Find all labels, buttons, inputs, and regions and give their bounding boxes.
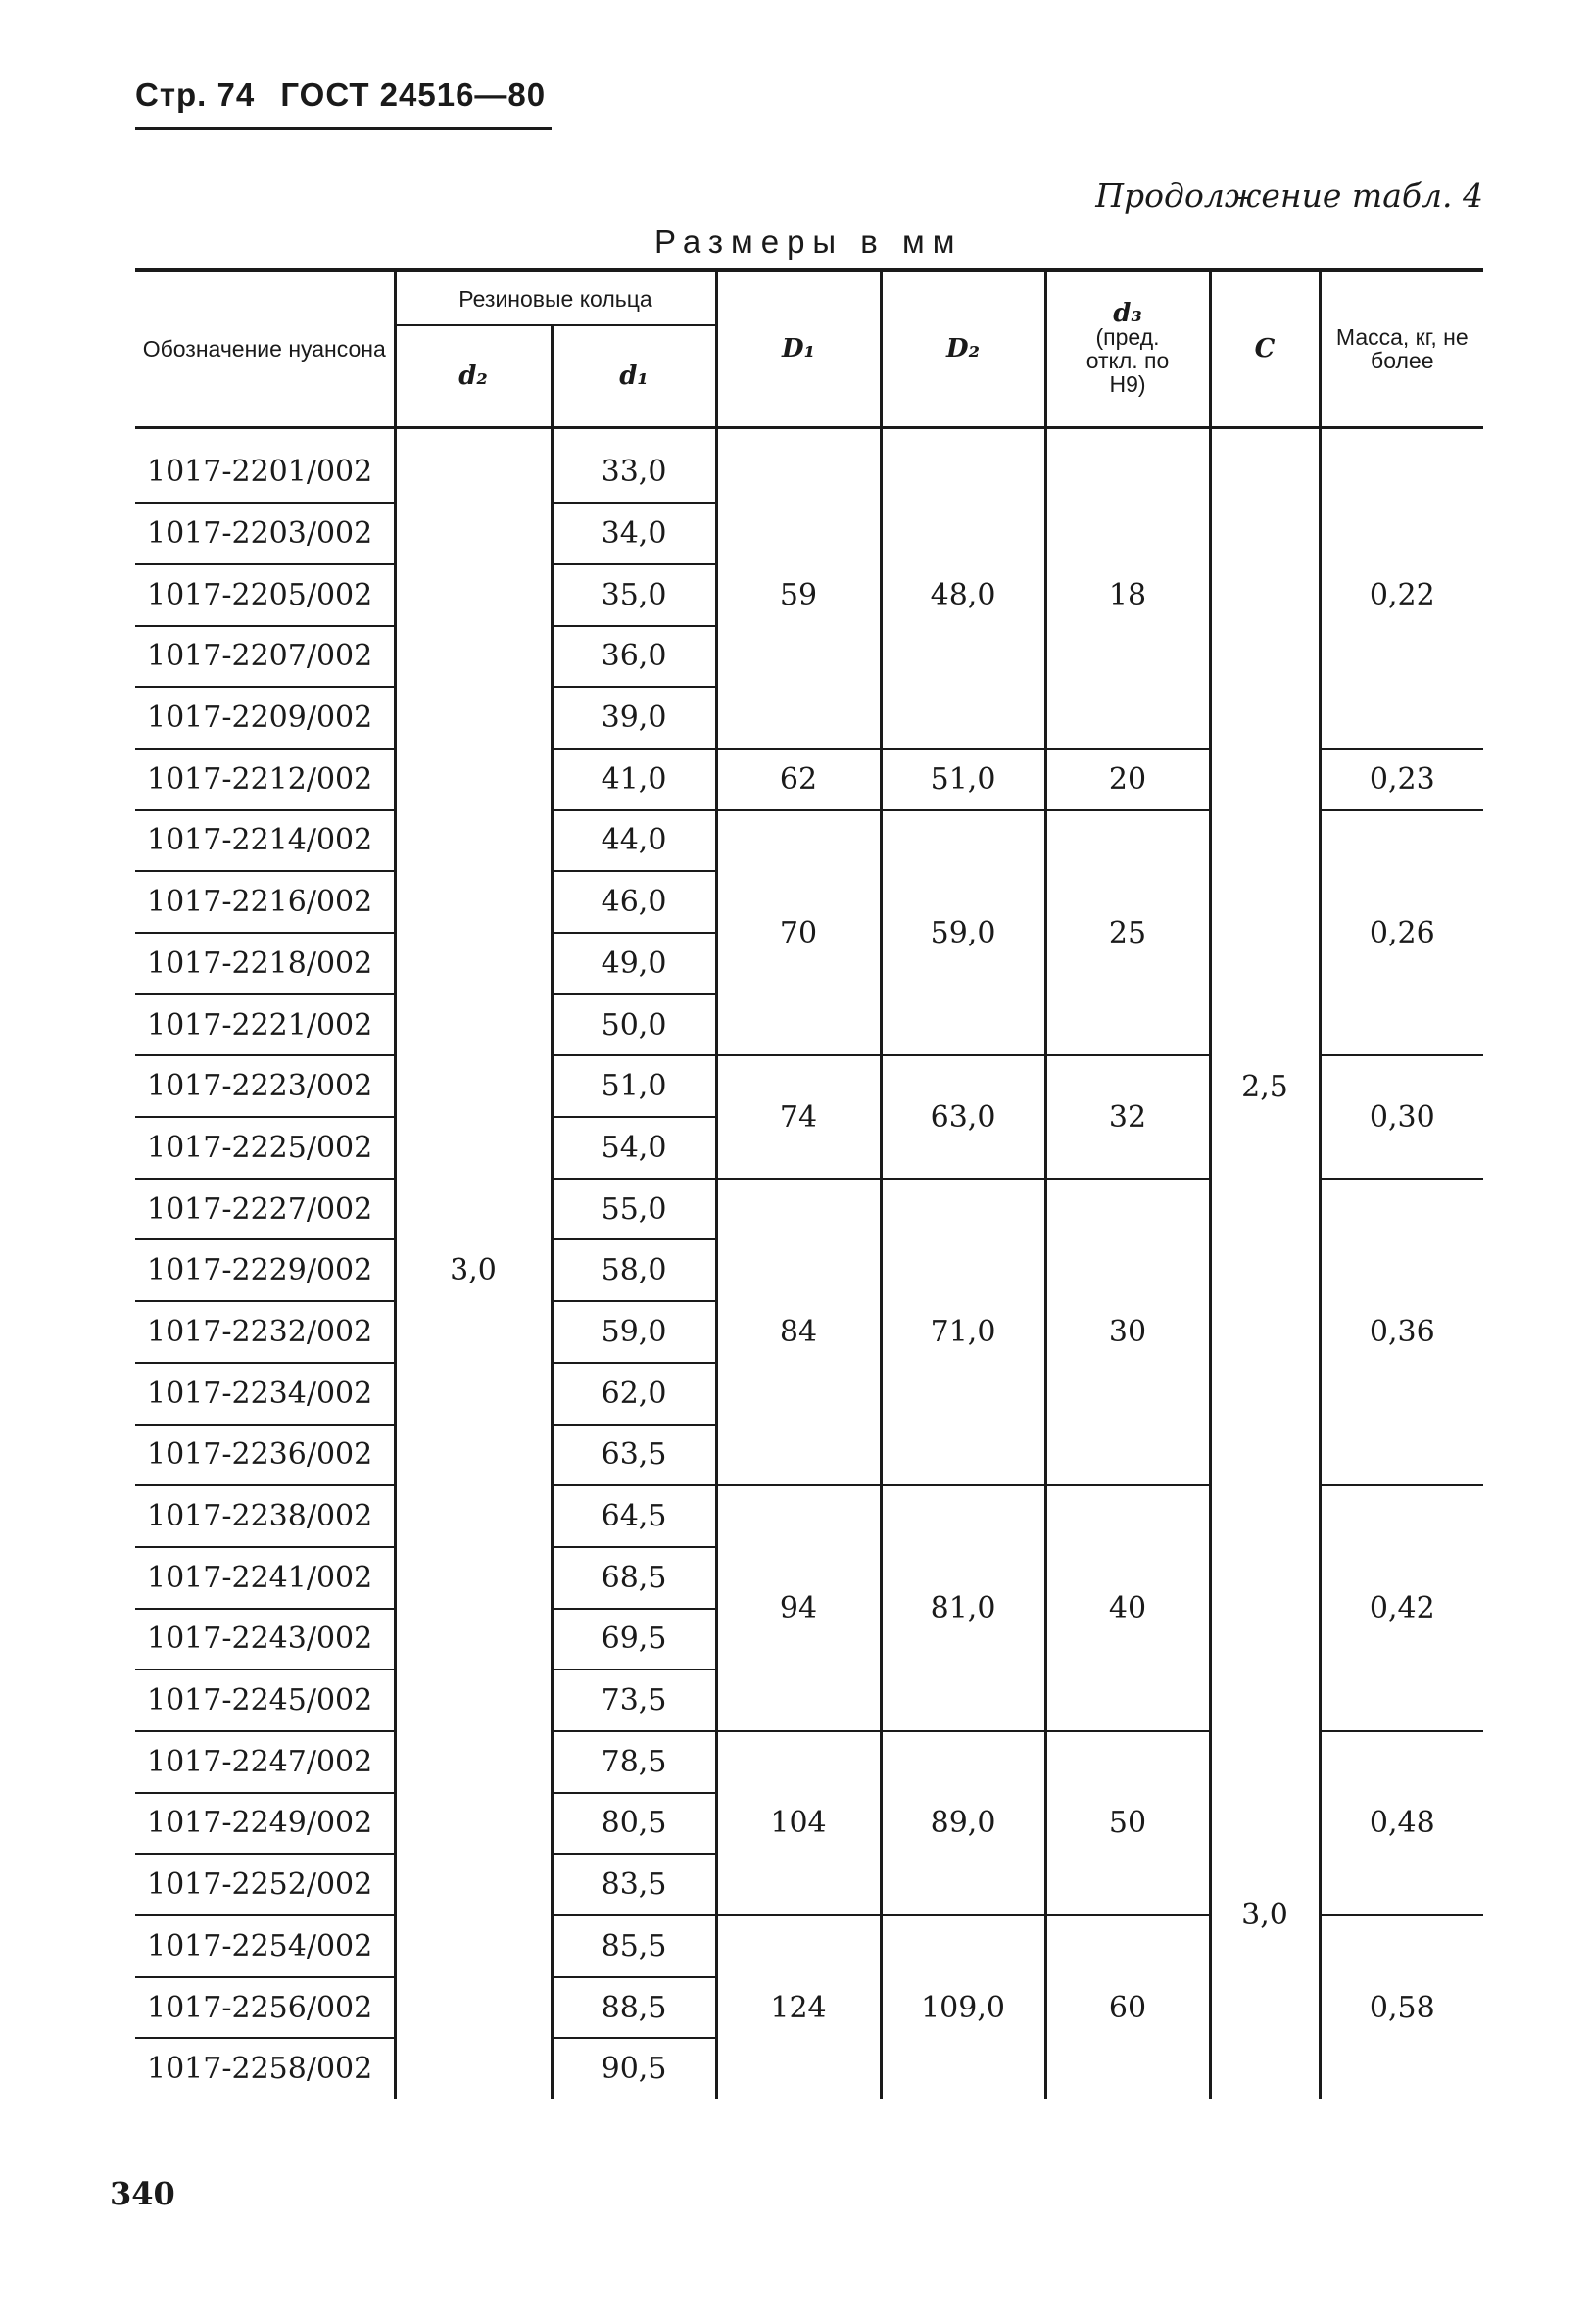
row-d1: 88,5 [552, 1977, 716, 2039]
group-mass: 0,36 [1320, 1179, 1483, 1485]
group-D2: 63,0 [881, 1055, 1045, 1178]
group-d3: 18 [1045, 443, 1210, 749]
row-designation: 1017-2218/002 [135, 933, 395, 994]
row-designation: 1017-2205/002 [135, 564, 395, 626]
row-designation: 1017-2223/002 [135, 1055, 395, 1117]
group-D2: 89,0 [881, 1731, 1045, 1915]
row-d1: 90,5 [552, 2038, 716, 2099]
group-D1: 59 [716, 443, 881, 749]
group-D2: 59,0 [881, 810, 1045, 1056]
row-designation: 1017-2252/002 [135, 1854, 395, 1915]
row-d2: 3,0 [395, 443, 552, 2100]
row-d1: 36,0 [552, 626, 716, 688]
row-d1: 85,5 [552, 1915, 716, 1977]
page-label: Стр. 74 [135, 76, 256, 113]
row-d1: 59,0 [552, 1301, 716, 1363]
header-d3: d₃ (пред. откл. по H9) [1045, 270, 1210, 427]
row-designation: 1017-2234/002 [135, 1363, 395, 1425]
row-designation: 1017-2254/002 [135, 1915, 395, 1977]
header-mass: Масса, кг, не более [1320, 270, 1483, 427]
group-D2: 71,0 [881, 1179, 1045, 1485]
row-designation: 1017-2238/002 [135, 1485, 395, 1547]
group-mass: 0,23 [1320, 749, 1483, 810]
row-designation: 1017-2241/002 [135, 1547, 395, 1609]
dimensions-table-wrap [135, 268, 1483, 2099]
table-row [135, 1731, 1483, 1793]
row-d1: 62,0 [552, 1363, 716, 1425]
group-d3: 40 [1045, 1485, 1210, 1731]
row-d1: 34,0 [552, 503, 716, 564]
row-designation: 1017-2203/002 [135, 503, 395, 564]
group-D2: 48,0 [881, 443, 1045, 749]
table-continuation-note: Продолжение табл. 4 [1095, 176, 1483, 215]
row-d1: 73,5 [552, 1670, 716, 1731]
group-d3: 30 [1045, 1179, 1210, 1485]
row-designation: 1017-2212/002 [135, 749, 395, 810]
group-D1: 124 [716, 1915, 881, 2099]
row-d1: 78,5 [552, 1731, 716, 1793]
row-d1: 46,0 [552, 871, 716, 933]
group-D2: 81,0 [881, 1485, 1045, 1731]
row-designation: 1017-2214/002 [135, 810, 395, 872]
row-designation: 1017-2256/002 [135, 1977, 395, 2039]
header-designation: Обозначение нуансона [135, 270, 395, 427]
row-designation: 1017-2236/002 [135, 1425, 395, 1486]
header-d1: d₁ [552, 325, 716, 427]
row-d1: 35,0 [552, 564, 716, 626]
group-d3: 60 [1045, 1915, 1210, 2099]
group-mass: 0,26 [1320, 810, 1483, 1056]
row-d1: 51,0 [552, 1055, 716, 1117]
group-C: 3,0 [1210, 1731, 1320, 2099]
group-C: 2,5 [1210, 443, 1320, 1731]
row-d1: 63,5 [552, 1425, 716, 1486]
row-designation: 1017-2227/002 [135, 1179, 395, 1240]
group-d3: 25 [1045, 810, 1210, 1056]
group-D1: 62 [716, 749, 881, 810]
group-mass: 0,42 [1320, 1485, 1483, 1731]
row-d1: 54,0 [552, 1117, 716, 1179]
header-C: C [1210, 270, 1320, 427]
row-designation: 1017-2258/002 [147, 2052, 373, 2087]
row-designation: 1017-2245/002 [135, 1670, 395, 1731]
group-mass: 0,48 [1320, 1731, 1483, 1915]
group-D1: 104 [716, 1731, 881, 1915]
row-designation: 1017-2201/002 [135, 443, 395, 504]
row-designation: 1017-2232/002 [135, 1301, 395, 1363]
dimensions-table [135, 268, 1483, 2099]
row-designation: 1017-2207/002 [135, 626, 395, 688]
row-d1: 68,5 [552, 1547, 716, 1609]
row-d1: 41,0 [552, 749, 716, 810]
row-designation: 1017-2247/002 [135, 1731, 395, 1793]
group-D2: 109,0 [881, 1915, 1045, 2099]
group-d3: 20 [1045, 749, 1210, 810]
row-designation: 1017-2221/002 [135, 994, 395, 1056]
group-mass: 0,22 [1320, 443, 1483, 749]
row-d1: 44,0 [552, 810, 716, 872]
header-rule [135, 127, 552, 130]
row-d1: 58,0 [552, 1239, 716, 1301]
group-D1: 94 [716, 1485, 881, 1731]
page-header [135, 76, 561, 114]
group-D1: 70 [716, 810, 881, 1056]
table-row [135, 443, 1483, 504]
group-D1: 84 [716, 1179, 881, 1485]
row-designation: 1017-2209/002 [135, 687, 395, 749]
row-d1: 49,0 [552, 933, 716, 994]
header-d2: d₂ [395, 325, 552, 427]
group-D2: 51,0 [881, 749, 1045, 810]
group-D1: 74 [716, 1055, 881, 1178]
row-d1: 50,0 [552, 994, 716, 1056]
row-d1: 80,5 [552, 1793, 716, 1855]
header-rubber-rings: Резиновые кольца [395, 270, 716, 325]
standard-number: ГОСТ 24516—80 [280, 76, 547, 113]
row-designation: 1017-2249/002 [135, 1793, 395, 1855]
table-body [135, 427, 1483, 2099]
header-D1: D₁ [716, 270, 881, 427]
row-d1: 39,0 [552, 687, 716, 749]
group-d3: 32 [1045, 1055, 1210, 1178]
row-designation: 1017-2225/002 [135, 1117, 395, 1179]
row-d1: 55,0 [552, 1179, 716, 1240]
header-D2: D₂ [881, 270, 1045, 427]
row-designation: 1017-2229/002 [135, 1239, 395, 1301]
row-d1: 33,0 [552, 443, 716, 504]
group-mass: 0,30 [1320, 1055, 1483, 1178]
row-d1: 64,5 [552, 1485, 716, 1547]
group-mass: 0,58 [1320, 1915, 1483, 2099]
row-d1: 69,5 [552, 1609, 716, 1670]
units-caption: Размеры в мм [654, 223, 963, 260]
row-designation: 1017-2243/002 [135, 1609, 395, 1670]
page-number: 340 [110, 2175, 175, 2212]
row-d1: 83,5 [552, 1854, 716, 1915]
row-designation: 1017-2216/002 [135, 871, 395, 933]
group-d3: 50 [1045, 1731, 1210, 1915]
